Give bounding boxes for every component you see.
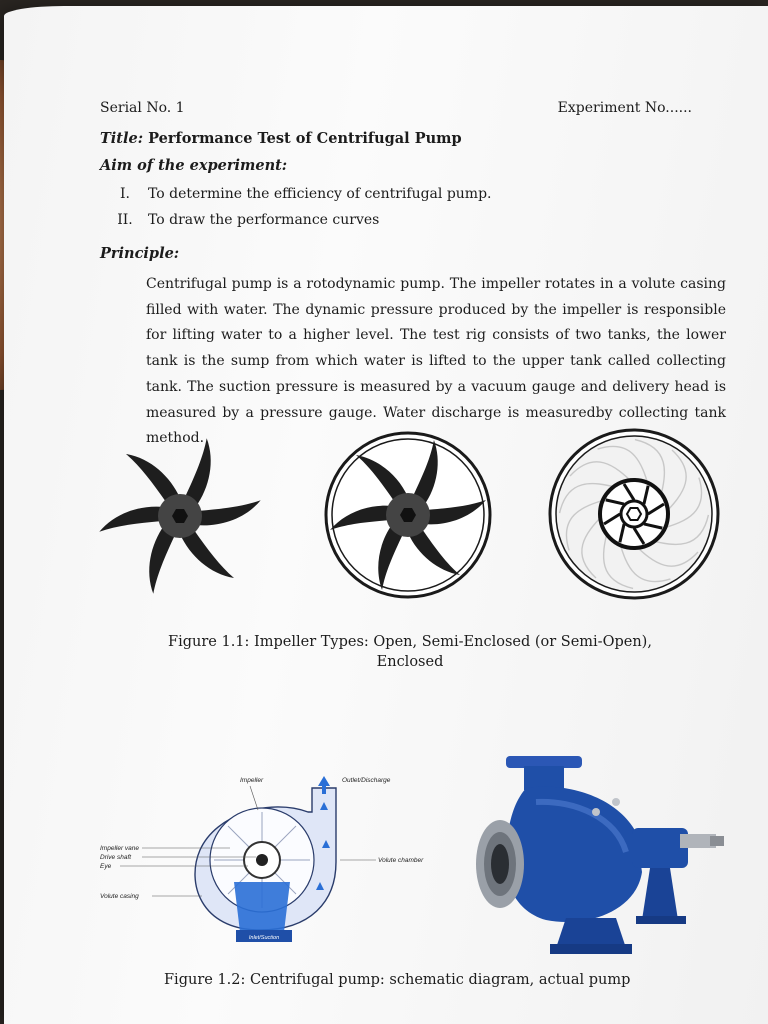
- list-item: [102, 186, 492, 212]
- pump-schematic-diagram: [90, 762, 450, 952]
- impeller-vane-label: Impeller vane: [100, 845, 140, 852]
- list-text: To draw the performance curves: [148, 212, 380, 228]
- impeller-label: Impeller: [240, 777, 264, 784]
- inlet-label: Inlet/Suction: [248, 935, 280, 941]
- list-item: [102, 212, 492, 238]
- experiment-title: [100, 130, 462, 147]
- title-text: Performance Test of Centrifugal Pump: [148, 130, 462, 147]
- enclosed-impeller-illustration: [542, 428, 726, 600]
- caption-line: Figure 1.1: Impeller Types: Open, Semi-Enclosed (or Semi-Open),: [168, 634, 652, 650]
- aim-heading: Aim of the experiment:: [100, 157, 288, 174]
- volute-casing-label: Volute casing: [100, 893, 139, 900]
- list-number: II.: [117, 212, 133, 228]
- experiment-number: Experiment No......: [557, 100, 692, 116]
- serial-number: Serial No. 1: [100, 100, 185, 116]
- drive-shaft-label: Drive shaft: [100, 854, 132, 861]
- outlet-label: Outlet/Discharge: [342, 777, 391, 784]
- actual-pump-illustration: [466, 752, 728, 960]
- list-number: I.: [120, 186, 130, 202]
- list-text: To determine the efficiency of centrifugal pump.: [148, 186, 492, 202]
- eye-label: Eye: [100, 863, 112, 870]
- page-header: [100, 100, 692, 116]
- volute-chamber-label: Volute chamber: [378, 857, 424, 864]
- principle-paragraph: Centrifugal pump is a rotodynamic pump. The impeller rotates in a volute casing filled with water. The dynamic pressure produced by the impeller is responsible for lifting water to a higher level. The test rig consists of two tanks, the lower tank is the sump from which water is lifted to the upper tank called collecting tank. The suction pressure is measured by a vacuum gauge and delivery head is measured by a pressure gauge. Water discharge is measuredby collecting tank method.: [146, 276, 726, 447]
- figure-1-caption: [120, 632, 700, 672]
- caption-line: Enclosed: [376, 654, 444, 670]
- semi-enclosed-impeller-illustration: [318, 430, 498, 600]
- figure-2-caption: Figure 1.2: Centrifugal pump: schematic diagram, actual pump: [164, 972, 631, 988]
- principle-heading: Principle:: [100, 245, 180, 262]
- open-impeller-illustration: [92, 436, 268, 596]
- aim-list: [102, 186, 492, 238]
- title-prefix: Title:: [100, 130, 144, 147]
